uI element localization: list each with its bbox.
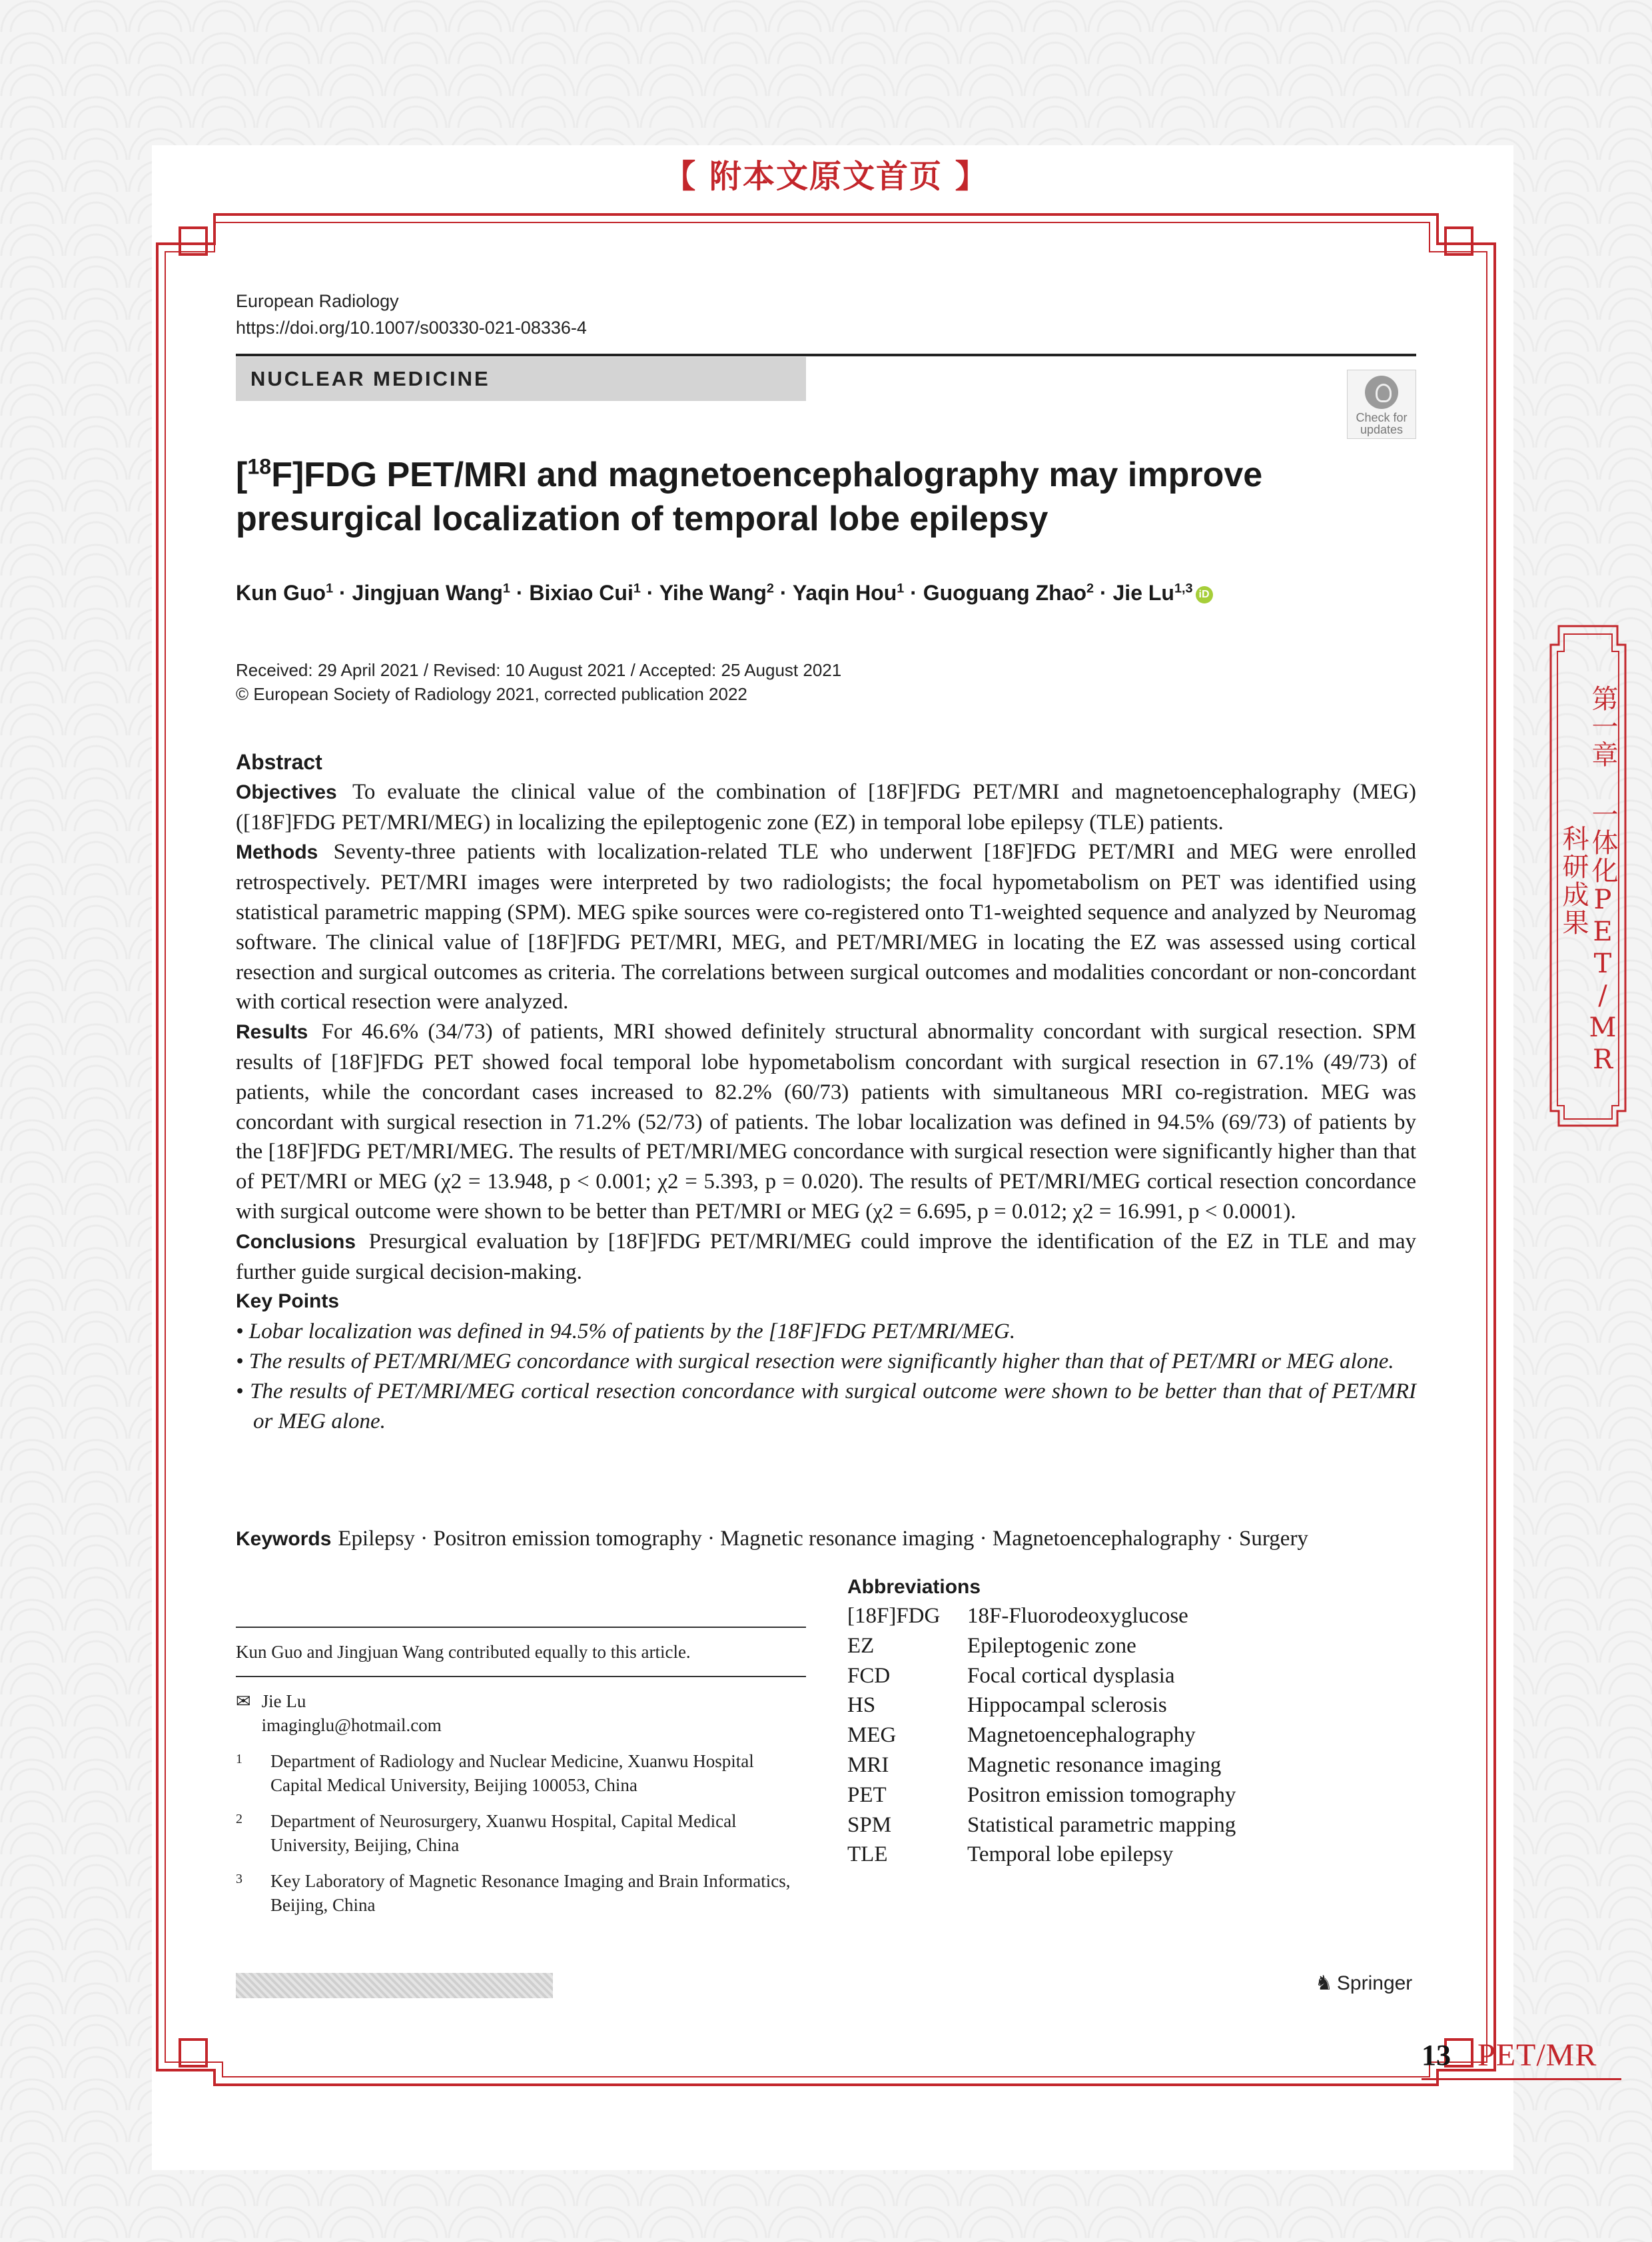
author-list: Kun Guo$^1$ · Jingjuan Wang$^1$ · Bixiao Cui$^1$ · Yihe Wang$^2$ · Yaqin Hou$^1$ · Guoguang Zhao$^2$ · Jie Lu$^{1,3}$ iD [236, 581, 1213, 605]
received-dates: Received: 29 April 2021 / Revised: 10 August 2021 / Accepted: 25 August 2021 [236, 660, 842, 680]
abstract-results: Results For 46.6% (34/73) of patients, MRI showed definitely structural abnormality concordant with surgical resection. SPM results of [18F]FDG PET showed focal temporal lobe hypometabolism concordant with surgical resection in 67.1% (49/73) of patients, while the concordant cases increased to 82.2% (60/73) patients with simultaneous MRI co-registration. MEG was concordant with surgical resection in 71.2% (52/73) of patients. The lobar localization was defined in 94.5% (69/73) of patients by the [18F]FDG PET/MRI/MEG. The results of PET/MRI/MEG concordance with surgical resection were significantly higher than that of PET/MRI or MEG (χ2 = 13.948, p < 0.001; χ2 = 5.393, p = 0.020). The results of PET/MRI/MEG cortical resection concordance with surgical outcome were shown to be better than PET/MRI or MEG (χ2 = 6.695, p = 0.012; χ2 = 16.991, p < 0.0001). [236, 1020, 1416, 1224]
springer-horse-icon: ♞ [1315, 1972, 1333, 1994]
check-for-updates-badge[interactable]: Check for updates [1347, 370, 1416, 439]
author[interactable]: Yihe Wang$^2$ [659, 581, 774, 605]
header-rule [236, 354, 1416, 356]
author[interactable]: Jie Lu$^{1,3}$ [1112, 581, 1193, 605]
page-number: 13 [1422, 2039, 1451, 2071]
article-dates [236, 658, 841, 706]
abbreviation-row: PET Positron emission tomography [847, 1782, 1236, 1807]
abstract-conclusions: Conclusions Presurgical evaluation by [18F]FDG PET/MRI/MEG could improve the identification of the EZ in TLE and may further guide surgical decision-making. [236, 1229, 1416, 1284]
side-chapter-tab [1556, 639, 1620, 1079]
footnotes [236, 1627, 806, 1917]
abbreviation-row: MRI Magnetic resonance imaging [847, 1752, 1222, 1777]
journal-name: European Radiology [236, 291, 399, 311]
section-label: NUCLEAR MEDICINE [236, 357, 806, 401]
contribution-note: Kun Guo and Jingjuan Wang contributed equally to this article. [236, 1642, 691, 1662]
abbreviation-row: HS Hippocampal sclerosis [847, 1693, 1167, 1718]
footnote-rule [236, 1627, 806, 1628]
abstract-heading: Abstract [236, 750, 322, 774]
abbreviation-row: TLE Temporal lobe epilepsy [847, 1842, 1174, 1867]
bookmark-icon [1365, 376, 1398, 409]
email-link[interactable]: imaginglu@hotmail.com [261, 1715, 442, 1735]
key-point: • The results of PET/MRI/MEG cortical resection concordance with surgical outcome were shown to be better than that of PET/MRI or MEG alone. [236, 1379, 1416, 1433]
footnote-rule [236, 1676, 806, 1677]
publisher-logo: ♞ Springer [1315, 1972, 1413, 1994]
article-title: [$^{18}$F]FDG PET/MRI and magnetoencephalography may improve presurgical localization of temporal lobe epilepsy [236, 454, 1263, 538]
abstract-block [236, 747, 1416, 1436]
chinese-header: 【 附本文原文首页 】 [663, 158, 989, 195]
abstract-methods: Methods Seventy-three patients with localization-related TLE who underwent [18F]FDG PET/MRI and MEG were enrolled retrospectively. PET/MRI images were interpreted by two radiologists; the focal hypometabolism on PET was identified using statistical parametric mapping (SPM). MEG spike sources were co-registered onto T1-weighted sequence and analyzed by Neuromag software. The clinical value of [18F]FDG PET/MRI, MEG, and PET/MRI/MEG in locating the EZ was assessed using cortical resection and surgical outcomes as criteria. The correlations between surgical outcomes and modalities concordant or non-concordant with cortical resection were analyzed. [236, 840, 1416, 1014]
abbreviation-row: SPM Statistical parametric mapping [847, 1812, 1236, 1837]
key-points-heading: Key Points [236, 1290, 340, 1313]
abbreviations-heading: Abbreviations [847, 1576, 981, 1598]
envelope-icon: ✉ [236, 1691, 251, 1711]
copyright-line: © European Society of Radiology 2021, corrected publication 2022 [236, 684, 747, 704]
orcid-icon[interactable]: iD [1196, 586, 1213, 603]
keywords: Keywords Epilepsy · Positron emission tomography · Magnetic resonance imaging · Magnetoencephalography · Surgery [236, 1527, 1308, 1551]
affiliation: 1 Department of Radiology and Nuclear Medicine, Xuanwu Hospital Capital Medical University, Beijing 100053, China [236, 1751, 754, 1795]
affiliation: 3 Key Laboratory of Magnetic Resonance Imaging and Brain Informatics, Beijing, China [236, 1871, 791, 1915]
key-point: • Lobar localization was defined in 94.5% of patients by the [18F]FDG PET/MRI/MEG. [236, 1319, 1016, 1344]
redacted-bar [236, 1973, 553, 1998]
footer-brand: PET/MR [1477, 2038, 1597, 2073]
side-tab-text: 第一章 一体化PET/MR科研成果 [1558, 685, 1618, 1076]
abbreviation-row: FCD Focal cortical dysplasia [847, 1663, 1175, 1688]
journal-info [236, 288, 587, 341]
abbreviations [847, 1573, 1394, 1870]
abbreviation-row: MEG Magnetoencephalography [847, 1723, 1196, 1748]
author[interactable]: Yaqin Hou$^1$ [792, 581, 905, 605]
doi-link[interactable]: https://doi.org/10.1007/s00330-021-08336-4 [236, 318, 587, 338]
corresponding-author: ✉ Jie Lu imaginglu@hotmail.com [236, 1689, 806, 1737]
author[interactable]: Jingjuan Wang$^1$ [352, 581, 510, 605]
author[interactable]: Guoguang Zhao$^2$ [923, 581, 1094, 605]
key-point: • The results of PET/MRI/MEG concordance with surgical resection were significantly higher than that of PET/MRI or MEG alone. [236, 1349, 1394, 1373]
abbreviation-row: EZ Epileptogenic zone [847, 1633, 1136, 1658]
author[interactable]: Bixiao Cui$^1$ [529, 581, 641, 605]
footer-underline [1422, 2078, 1621, 2080]
author[interactable]: Kun Guo$^1$ [236, 581, 334, 605]
affiliation: 2 Department of Neurosurgery, Xuanwu Hospital, Capital Medical University, Beijing, China [236, 1811, 737, 1855]
abstract-objectives: Objectives To evaluate the clinical value of the combination of [18F]FDG PET/MRI and magnetoencephalography (MEG) ([18F]FDG PET/MRI/MEG) in localizing the epileptogenic zone (EZ) in temporal lobe epilepsy (TLE) patients. [236, 779, 1416, 835]
abbreviation-row: [18F]FDG 18F-Fluorodeoxyglucose [847, 1604, 1188, 1628]
